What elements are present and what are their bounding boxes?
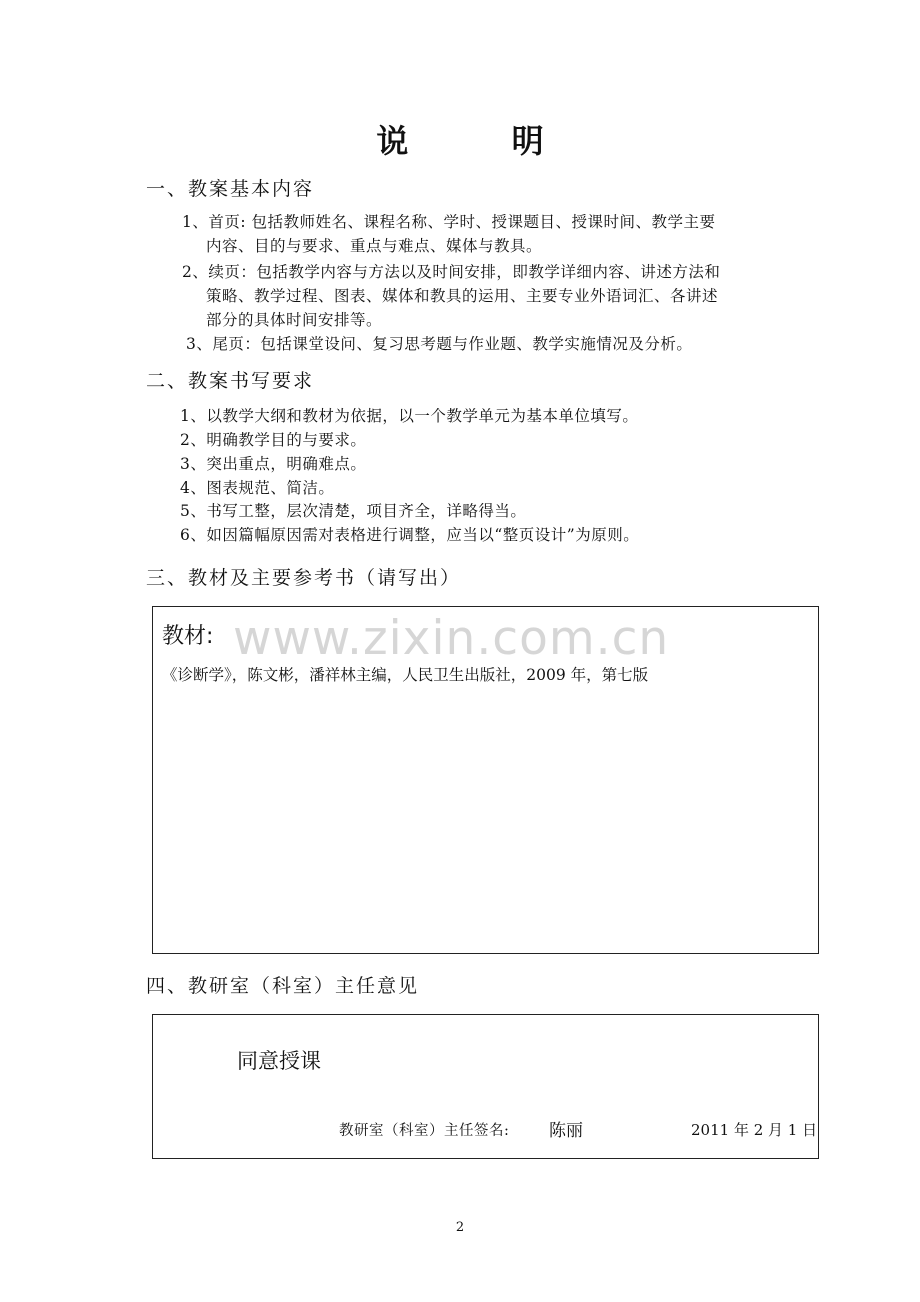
section-heading-basic-content: 一、教案基本内容 — [146, 178, 315, 200]
list-item: 1、以教学大纲和教材为依据，以一个教学单元为基本单位填写。 — [180, 407, 639, 425]
page-title: 说 明 — [376, 122, 590, 160]
textbook-box — [152, 606, 819, 954]
list-item: 1、首页: 包括教师姓名、课程名称、学时、授课题目、授课时间、教学主要 — [182, 213, 716, 231]
textbook-label: 教材: — [162, 624, 214, 649]
list-item: 3、突出重点，明确难点。 — [180, 455, 367, 473]
list-item: 4、图表规范、简洁。 — [180, 479, 335, 497]
list-item: 2、明确教学目的与要求。 — [180, 431, 367, 449]
section-heading-textbooks: 三、教材及主要参考书（请写出） — [146, 567, 462, 589]
section-heading-director-opinion: 四、教研室（科室）主任意见 — [146, 975, 420, 997]
list-item: 5、书写工整，层次清楚，项目齐全，详略得当。 — [180, 502, 527, 520]
director-opinion-box — [152, 1014, 819, 1159]
list-item-continuation: 部分的具体时间安排等。 — [206, 311, 383, 329]
signature-label: 教研室（科室）主任签名: — [339, 1123, 510, 1139]
list-item: 3、尾页：包括课堂设问、复习思考题与作业题、教学实施情况及分析。 — [186, 335, 693, 353]
page-number: 2 — [455, 1220, 465, 1235]
signature-name: 陈丽 — [549, 1121, 583, 1141]
signature-date: 2011 年 2 月 1 日 — [691, 1121, 818, 1139]
list-item: 6、如因篇幅原因需对表格进行调整，应当以“整页设计”为原则。 — [180, 526, 640, 544]
textbook-entry: 《诊断学》，陈文彬，潘祥林主编，人民卫生出版社，2009 年，第七版 — [162, 666, 649, 684]
section-heading-writing-requirements: 二、教案书写要求 — [146, 370, 315, 392]
list-item: 2、续页：包括教学内容与方法以及时间安排，即教学详细内容、讲述方法和 — [182, 263, 721, 281]
watermark: www.zixin.com.cn — [233, 611, 670, 666]
list-item-continuation: 内容、目的与要求、重点与难点、媒体与教具。 — [206, 237, 543, 255]
list-item-continuation: 策略、教学过程、图表、媒体和教具的运用、主要专业外语词汇、各讲述 — [206, 287, 719, 305]
opinion-text: 同意授课 — [237, 1049, 321, 1073]
